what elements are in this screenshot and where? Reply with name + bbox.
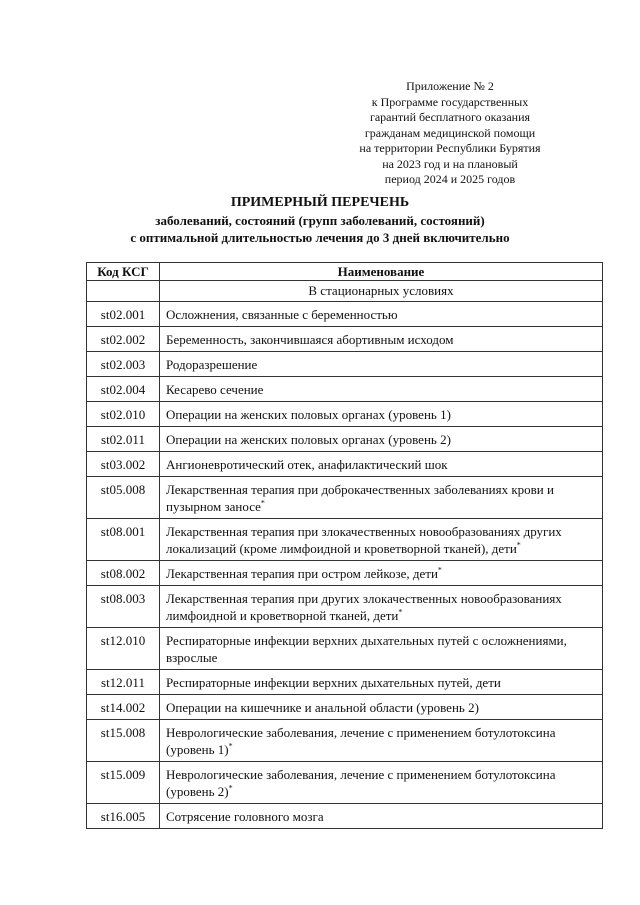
ksg-name-cell: [160, 586, 603, 628]
table-row: [87, 561, 603, 586]
table-row: [87, 586, 603, 628]
ksg-name-text: Лекарственная терапия при других злокачественных новообразованиях лимфоидной и кроветворной тканей, дети: [166, 591, 562, 623]
ksg-name-text: Неврологические заболевания, лечение с применением ботулотоксина (уровень 1): [166, 725, 556, 757]
ksg-name-text: Осложнения, связанные с беременностью: [166, 307, 398, 322]
table-row: [87, 427, 603, 452]
table-row: [87, 695, 603, 720]
ksg-name-cell: [160, 402, 603, 427]
appendix-line: гарантий бесплатного оказания: [369, 110, 531, 124]
table-row: [87, 720, 603, 762]
appendix-line: гражданам медицинской помощи: [364, 125, 536, 140]
ksg-code-cell: st12.010: [87, 628, 160, 670]
ksg-code-cell: st03.002: [87, 452, 160, 477]
column-header-code: Код КСГ: [87, 263, 160, 281]
ksg-name-text: Респираторные инфекции верхних дыхательных путей с осложнениями, взрослые: [166, 633, 567, 665]
ksg-name-cell: [160, 302, 603, 327]
footnote-mark: *: [228, 783, 233, 793]
ksg-name-cell: [160, 377, 603, 402]
ksg-name-cell: [160, 519, 603, 561]
ksg-code-cell: st12.011: [87, 670, 160, 695]
ksg-name-cell: [160, 561, 603, 586]
table-row: [87, 670, 603, 695]
footnote-mark: *: [516, 540, 521, 550]
appendix-line: к Программе государственных: [371, 94, 529, 109]
table-row: [87, 804, 603, 829]
table-header-row: [87, 263, 603, 281]
ksg-name-cell: [160, 762, 603, 804]
ksg-code-cell: st08.001: [87, 519, 160, 561]
ksg-code-cell: st08.002: [87, 561, 160, 586]
ksg-name-text: Операции на женских половых органах (уровень 1): [166, 407, 451, 422]
table-row: [87, 628, 603, 670]
ksg-name-cell: [160, 628, 603, 670]
ksg-code-cell: st05.008: [87, 477, 160, 519]
footnote-mark: *: [398, 607, 403, 617]
ksg-name-cell: [160, 804, 603, 829]
ksg-name-cell: [160, 670, 603, 695]
ksg-name-text: Лекарственная терапия при злокачественных новообразованиях других локализаций (кроме лимфоидной и кроветворной тканей), дети: [166, 524, 562, 556]
section-code-cell: [87, 281, 160, 302]
footnote-mark: *: [260, 498, 265, 508]
table-row: [87, 402, 603, 427]
ksg-name-text: Лекарственная терапия при остром лейкозе, дети: [166, 566, 438, 581]
appendix-line: на 2023 год и на плановый: [382, 156, 518, 171]
ksg-code-cell: st15.009: [87, 762, 160, 804]
ksg-name-text: Беременность, закончившаяся абортивным исходом: [166, 332, 454, 347]
ksg-name-cell: [160, 695, 603, 720]
table-row: [87, 762, 603, 804]
ksg-name-text: Респираторные инфекции верхних дыхательных путей, дети: [166, 675, 501, 690]
table-row: [87, 477, 603, 519]
ksg-name-text: Ангионевротический отек, анафилактический шок: [166, 457, 448, 472]
ksg-name-cell: [160, 352, 603, 377]
table-row: [87, 302, 603, 327]
ksg-name-text: Родоразрешение: [166, 357, 258, 372]
ksg-name-text: Неврологические заболевания, лечение с применением ботулотоксина (уровень 2): [166, 767, 556, 799]
ksg-code-cell: st02.002: [87, 327, 160, 352]
footnote-mark: *: [228, 741, 233, 751]
ksg-code-cell: st15.008: [87, 720, 160, 762]
ksg-code-cell: st02.004: [87, 377, 160, 402]
table-row: [87, 377, 603, 402]
document-subtitle-line1: заболеваний, состояний (групп заболеваний, состояний): [155, 213, 485, 228]
ksg-code-cell: st08.003: [87, 586, 160, 628]
appendix-line: Приложение № 2: [406, 79, 494, 93]
ksg-code-cell: st02.011: [87, 427, 160, 452]
ksg-name-cell: [160, 452, 603, 477]
ksg-code-cell: st02.003: [87, 352, 160, 377]
appendix-line: период 2024 и 2025 годов: [384, 172, 516, 186]
section-row: [87, 281, 603, 302]
ksg-code-cell: st02.010: [87, 402, 160, 427]
ksg-name-text: Кесарево сечение: [166, 382, 264, 397]
ksg-name-cell: [160, 427, 603, 452]
ksg-code-cell: st16.005: [87, 804, 160, 829]
ksg-name-text: Операции на женских половых органах (уровень 2): [166, 432, 451, 447]
document-title: ПРИМЕРНЫЙ ПЕРЕЧЕНЬ: [230, 195, 410, 210]
table-row: [87, 452, 603, 477]
ksg-code-cell: st14.002: [87, 695, 160, 720]
table-row: [87, 519, 603, 561]
ksg-name-cell: [160, 720, 603, 762]
appendix-line: на территории Республики Бурятия: [359, 141, 541, 155]
table-row: [87, 352, 603, 377]
ksg-code-cell: st02.001: [87, 302, 160, 327]
document-heading: [0, 194, 640, 246]
table-row: [87, 327, 603, 352]
column-header-name: Наименование: [160, 263, 603, 281]
footnote-mark: *: [437, 565, 442, 575]
section-title: В стационарных условиях: [160, 281, 603, 302]
ksg-table: [86, 262, 603, 829]
ksg-name-cell: [160, 477, 603, 519]
document-subtitle-line2: с оптимальной длительностью лечения до 3 дней включительно: [130, 230, 510, 245]
ksg-name-text: Операции на кишечнике и анальной области (уровень 2): [166, 700, 479, 715]
ksg-name-text: Лекарственная терапия при доброкачественных заболеваниях крови и пузырном заносе: [166, 482, 554, 514]
ksg-name-text: Сотрясение головного мозга: [166, 809, 324, 824]
ksg-name-cell: [160, 327, 603, 352]
appendix-note: [335, 79, 565, 188]
